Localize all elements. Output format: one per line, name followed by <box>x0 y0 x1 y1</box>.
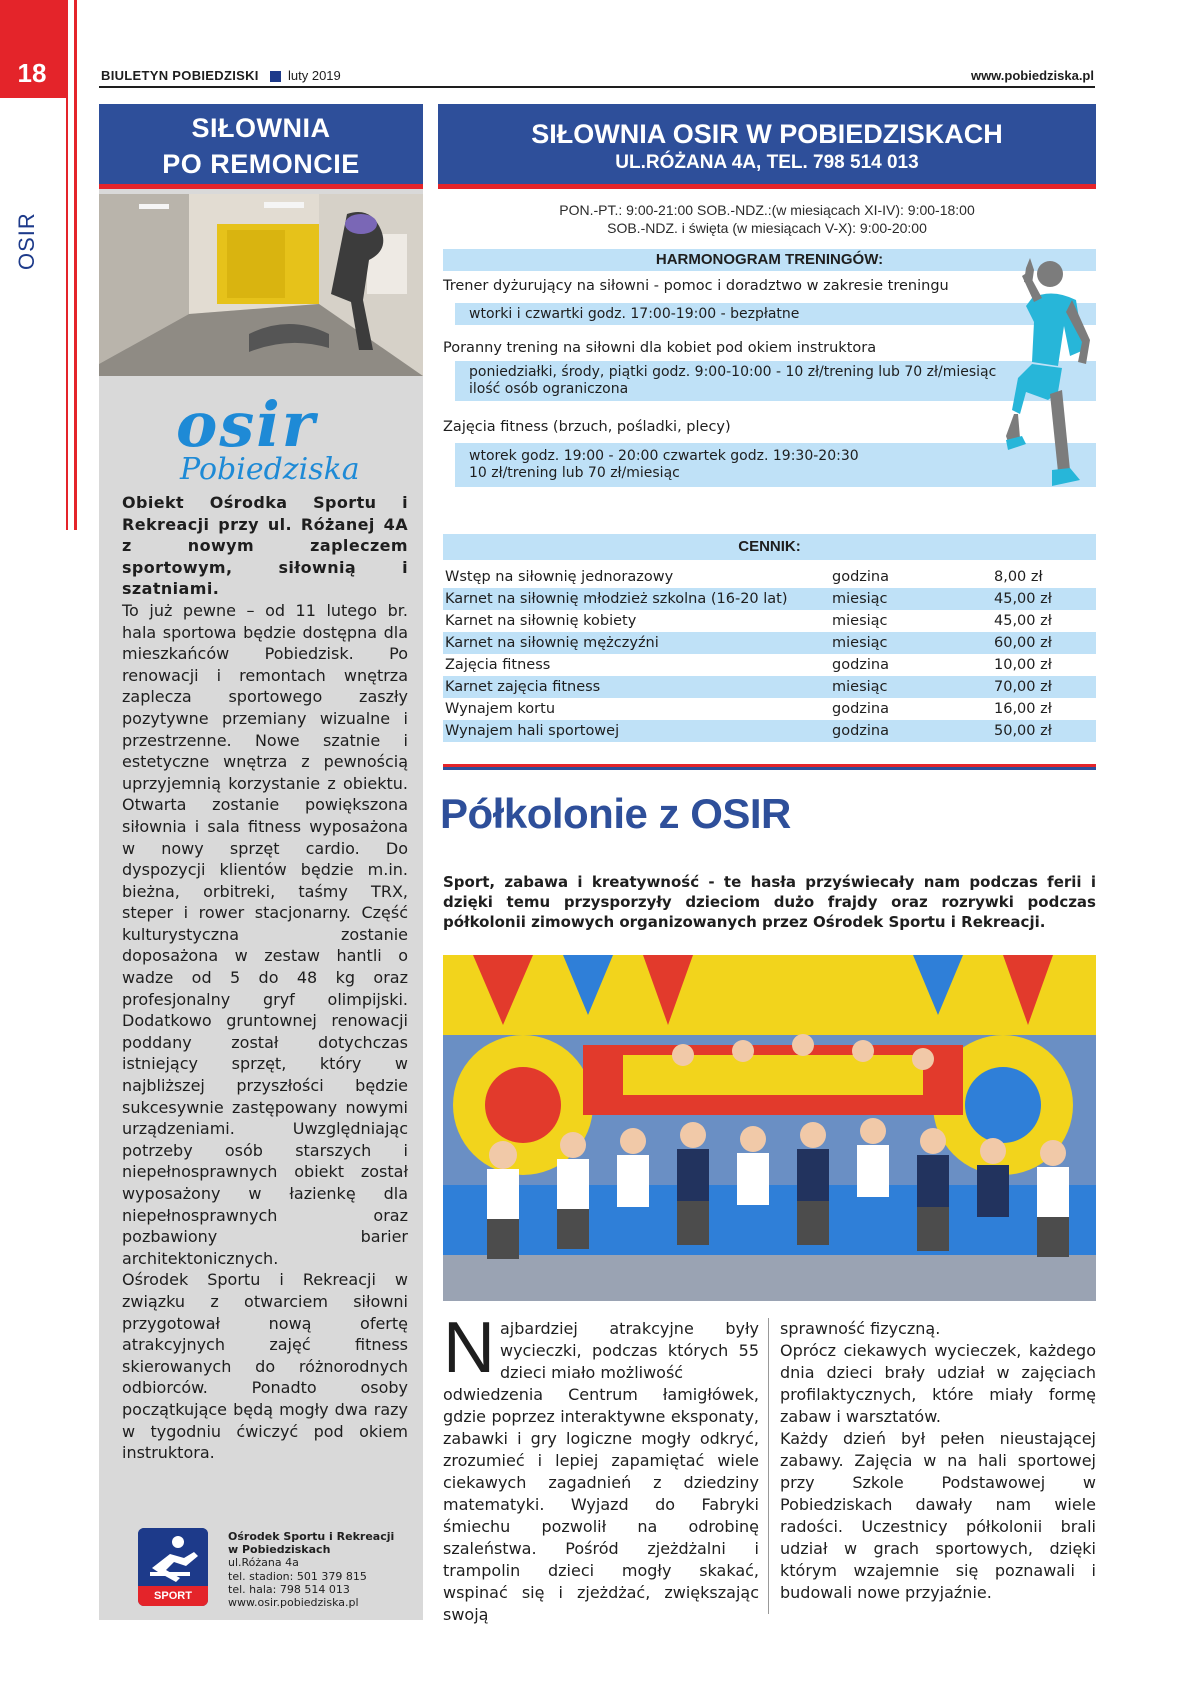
sidebar-title-line2: PO REMONCIE <box>162 149 360 179</box>
table-row <box>443 720 1096 742</box>
price-name: Wynajem kortu <box>445 701 556 717</box>
price-value: 16,00 zł <box>994 701 1052 717</box>
section-label: OSIR <box>14 212 39 270</box>
schedule-heading: HARMONOGRAM TRENINGÓW: <box>443 249 1096 271</box>
article-paragraph: sprawność fizyczną. <box>780 1319 941 1338</box>
section-tab <box>0 98 68 530</box>
schedule-item <box>452 361 1096 401</box>
table-row <box>443 676 1096 698</box>
sidebar-title-line1: SIŁOWNIA <box>191 113 331 143</box>
header-rule <box>99 86 1095 88</box>
table-row <box>443 632 1096 654</box>
osir-logo <box>176 388 360 490</box>
schedule-item-line: ilość osób ograniczona <box>469 381 629 397</box>
schedule-item-line: poniedziałki, środy, piątki godz. 9:00-10:00 - 10 zł/trening lub 70 zł/miesiąc <box>469 364 997 380</box>
contact-org-city: w Pobiedziskach <box>228 1543 331 1557</box>
price-name: Zajęcia fitness <box>445 657 551 673</box>
table-row <box>443 588 1096 610</box>
price-unit: godzina <box>832 569 889 585</box>
contact-phone-stadium: tel. stadion: 501 379 815 <box>228 1569 367 1583</box>
price-value: 50,00 zł <box>992 720 1096 742</box>
contact-org: Ośrodek Sportu i Rekreacji <box>228 1530 395 1543</box>
publication-title: BIULETYN POBIEDZISKI <box>101 68 259 83</box>
schedule-item <box>452 443 1096 487</box>
contact-address: ul.Różana 4a <box>228 1556 299 1570</box>
red-vertical-line <box>74 0 77 530</box>
table-row <box>443 698 1096 720</box>
price-name: Karnet na siłownię mężczyźni <box>443 632 832 654</box>
table-row <box>443 610 1096 632</box>
price-name: Wstęp na siłownię jednorazowy <box>445 569 674 585</box>
price-name: Karnet zajęcia fitness <box>443 676 832 698</box>
schedule-item-line: wtorek godz. 19:00 - 20:00 czwartek godz. 19:30-20:30 <box>469 448 859 464</box>
article-column-1-intro: ajbardziej atrakcyjne były wycieczki, podczas których 55 dzieci miało możliwość <box>500 1319 759 1382</box>
schedule-item-line: wtorki i czwartki godz. 17:00-19:00 - bezpłatne <box>469 306 800 322</box>
kids-photo <box>443 955 1096 1301</box>
opening-hours <box>438 201 1096 237</box>
price-name: Wynajem hali sportowej <box>443 720 832 742</box>
price-value: 45,00 zł <box>994 613 1052 629</box>
sidebar-title-rule <box>99 184 423 189</box>
sport-logo-label: SPORT <box>138 1586 208 1606</box>
article-column-2 <box>780 1318 1096 1604</box>
price-name: Karnet na siłownię kobiety <box>445 613 637 629</box>
price-value: 10,00 zł <box>994 657 1052 673</box>
price-value: 8,00 zł <box>994 569 1043 585</box>
contact-phone-hall: tel. hala: 798 514 013 <box>228 1582 350 1596</box>
price-value: 45,00 zł <box>992 588 1096 610</box>
issue-date: luty 2019 <box>288 68 341 83</box>
price-unit: godzina <box>832 701 889 717</box>
athlete-illustration <box>1006 258 1098 500</box>
table-row <box>443 654 1096 676</box>
osir-logo-subtitle: Pobiedziska <box>180 452 360 487</box>
column-divider <box>768 1318 769 1614</box>
schedule-item <box>452 303 1096 325</box>
table-row <box>443 566 1096 588</box>
price-table <box>443 566 1096 742</box>
sidebar-lead: Obiekt Ośrodka Sportu i Rekreacji przy ul. Różanej 4A z nowym zapleczem sportowym, siłownią i szatniami. <box>122 493 408 599</box>
osir-logo-mark: osir <box>176 388 317 461</box>
article-lead: Sport, zabawa i kreatywność - te hasła przyświecały nam podczas ferii i dzięki temu przysporzyły dzieciom dużo frajdy oraz rozrywki podczas półkolonii zimowych organizowanych przez Ośrodek Sportu i Rekreacji. <box>443 873 1096 931</box>
price-value: 60,00 zł <box>992 632 1096 654</box>
price-heading: CENNIK: <box>443 534 1096 560</box>
schedule-label: Poranny trening na siłowni dla kobiet pod okiem instruktora <box>443 340 877 356</box>
page-number: 18 <box>17 58 47 88</box>
contact-info <box>228 1530 418 1609</box>
price-unit: miesiąc <box>832 613 888 629</box>
gym-photo <box>99 194 423 376</box>
gym-title-rule <box>438 184 1096 189</box>
price-value: 70,00 zł <box>992 676 1096 698</box>
article-paragraph: Każdy dzień był pełen nieustającej zabawy. Zajęcia w na hali sportowej przy Szkole Podstawowej w Pobiedziskach dawały nam wiele radości. Uczestnicy półkolonii brali udział w grach sportowych, dzięki którym wzajemnie się poznawali i budowali nowe przyjaźnie. <box>780 1429 1096 1602</box>
price-unit: miesiąc <box>832 676 992 698</box>
sidebar-article <box>122 492 408 1464</box>
sport-logo <box>138 1528 208 1606</box>
drop-cap: N <box>443 1308 495 1388</box>
price-unit: godzina <box>832 657 889 673</box>
sidebar-paragraph: Ośrodek Sportu i Rekreacji w związku z otwarciem siłowni przygotował nową ofertę atrakcyjnych zajęć fitness skierowanych do różnorodnych odbiorców. Ponadto osoby początkujące będą mogły dwa razy w tygodniu ćwiczyć pod okiem instruktora. <box>122 1270 408 1463</box>
hours-line1: PON.-PT.: 9:00-21:00 SOB.-NDZ.:(w miesiącach XI-IV): 9:00-18:00 <box>559 202 975 218</box>
gym-title: SIŁOWNIA OSIR W POBIEDZISKACH <box>531 119 1003 149</box>
schedule-label: Zajęcia fitness (brzuch, pośladki, plecy) <box>443 419 731 435</box>
website-link[interactable]: www.pobiedziska.pl <box>970 68 1094 83</box>
article-column-1: odwiedzenia Centrum łamigłówek, gdzie poprzez interaktywne eksponaty, zabawki i gry logiczne mogły odkryć, zrozumieć i lepiej zapamiętać wiele ciekawych zagadnień z dziedziny matematyki. Wyjazd do Fabryki śmiechu pozwolił na odrobinę szaleństwa. Pośród zjeżdżalni i trampolin dzieci mogły skakać, wspinać się i zjeżdżać, zwiększając swoją <box>443 1385 759 1624</box>
schedule-label: Trener dyżurujący na siłowni - pomoc i doradztwo w zakresie treningu <box>443 278 949 294</box>
gym-title-banner <box>438 104 1096 184</box>
contact-website[interactable]: www.osir.pobiedziska.pl <box>228 1596 359 1610</box>
header-square-icon <box>270 71 281 82</box>
hours-line2: SOB.-NDZ. i święta (w miesiącach V-X): 9:00-20:00 <box>607 220 927 236</box>
divider-blue <box>443 767 1096 770</box>
price-unit: miesiąc <box>832 588 992 610</box>
schedule-item-line: 10 zł/trening lub 70 zł/miesiąc <box>469 465 680 481</box>
article-title: Półkolonie z OSIR <box>440 790 791 837</box>
sidebar-title <box>99 104 423 184</box>
article-paragraph: Oprócz ciekawych wycieczek, każdego dnia dzieci brały udział w zajęciach profilaktycznych, które miały formę zabaw i warsztatów. <box>780 1341 1096 1426</box>
price-name: Karnet na siłownię młodzież szkolna (16-20 lat) <box>443 588 832 610</box>
price-unit: godzina <box>832 720 992 742</box>
gym-subtitle: UL.RÓŻANA 4A, TEL. 798 514 013 <box>615 152 919 173</box>
sidebar-paragraph: To już pewne – od 11 lutego br. hala sportowa będzie dostępna dla mieszkańców Pobiedzisk. Po renowacji i remontach wnętrza zaplecza sportowego zaszły pozytywne przemiany wizualne i przestrzenne. Nowe szatnie i estetyczne wnętrza z pewnością uprzyjemnią korzystanie z obiektu. Otwarta zostanie powiększona siłownia i sala fitness wyposażona w nowy sprzęt cardio. Do dyspozycji klientów będzie m.in. bieżna, orbitreki, taśmy TRX, steper i rower stacjonarny. Część kulturystyczna zostanie doposażona w zestaw hantli o wadze od 5 do 48 kg oraz profesjonalny gryf olimpijski. Dodatkowo gruntownej renowacji poddany został dotychczas istniejący sprzęt, który w najbliższej przyszłości będzie sukcesywnie zastępowany nowymi urządzeniami. Uwzględniając potrzeby osób starszych i niepełnosprawnych obiekt został wyposażony w łazienkę dla niepełnosprawnych oraz pozbawiony barier architektonicznych. <box>122 600 408 1268</box>
price-unit: miesiąc <box>832 632 992 654</box>
